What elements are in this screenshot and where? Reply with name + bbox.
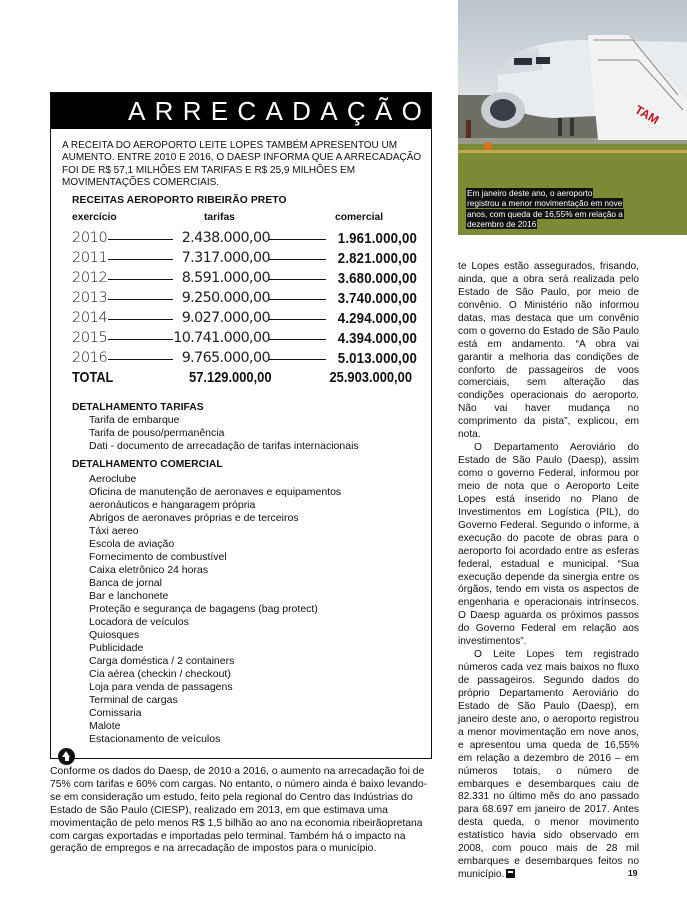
list-item: Oficina de manutenção de aeronaves e equipamentos	[89, 486, 342, 498]
leader-line	[269, 319, 326, 320]
list-item: Dati - documento de arrecadação de tarifas internacionais	[89, 440, 359, 452]
list-item: Escola de aviação	[89, 538, 175, 550]
list-item: Loja para venda de passagens	[89, 681, 233, 693]
leader-line	[269, 339, 326, 340]
list-item: Cia aérea (checkin / checkout)	[89, 668, 231, 680]
end-mark-icon	[506, 869, 515, 878]
row-year: 2013	[72, 290, 108, 306]
tam-logo: TAM	[632, 102, 662, 128]
article-paragraph	[458, 649, 639, 882]
article-paragraph-text: O Leite Lopes tem registrado números cada vez mais baixos no fluxo de passageiros. Segundo dados do próprio Departamento Aeroviário do Estado de São Paulo (Daesp), em janeiro deste ano, o aeroporto registrou a menor movimentação em nove anos, e apresentou uma queda de 16,55% em relação a dezembro de 2016 – em números totais, o número de embarques e desembarques caiu de 82.331 no último mês do ano passado para 68.697 em janeiro de 2017. Antes desta queda, o menor movimento estatístico havia sido observado em 2008, com pouco mais de 28 mil embarques e desembarques feitos no município.	[458, 649, 639, 881]
row-tarifas: 8.591.000,00	[181, 270, 270, 286]
box-title: ARRECADAÇÃO	[51, 93, 431, 129]
leader-line	[269, 239, 326, 240]
list-item: Táxi aereo	[89, 525, 139, 537]
row-tarifas: 9.027.000,00	[181, 310, 270, 326]
row-year: 2012	[72, 270, 108, 286]
leader-line	[108, 299, 173, 300]
row-comercial: 4.394.000,00	[337, 330, 417, 347]
row-comercial: 4.294.000,00	[337, 310, 417, 327]
article-paragraph: te Lopes estão assegurados, frisando, ainda, que a obra será realizada pelo Estado de São Paulo, por meio de convênio. O Ministério não informou datas, mas destaca que um convênio com o governo do Estado de São Paulo está em andamento. “A obra vai garantir a melhoria das condições de conforto de passageiros de voos comerciais, sem alteração das condições operacionais do aeroporto. Não vai haver mudança no comprimento da pista”, explicou, em nota.	[458, 261, 639, 441]
tarifas-list	[89, 414, 359, 453]
leader-line	[108, 319, 173, 320]
col-header-comercial: comercial	[335, 212, 384, 223]
table-row	[72, 230, 417, 250]
list-item: Aeroclube	[89, 473, 137, 485]
up-arrow-icon	[58, 748, 75, 765]
table-row	[72, 250, 417, 270]
revenue-box	[50, 92, 432, 759]
row-comercial: 1.961.000,00	[337, 230, 417, 247]
total-label: TOTAL	[72, 369, 114, 386]
comercial-heading: DETALHAMENTO COMERCIAL	[72, 459, 223, 470]
row-year: 2014	[72, 310, 108, 326]
article-paragraph: O Departamento Aeroviário do Estado de São Paulo (Daesp), assim como o governo Federal, informou por meio de nota que o Aeroporto Leite Lopes está inserido no Plano de Investimentos em Logística (PIL), do Governo Federal. Segundo o informe, a execução do pacote de obras para o aeroporto foi acordado entre as esferas federal, estadual e municipal. “Sua execução depende da sinergia entre os órgãos, tendo em vista os aspectos de engenharia e operacionais intrínsecos. O Daesp aguarda os próximos passos do Governo Federal em relação aos investimentos”.	[458, 442, 639, 648]
table-row	[72, 330, 417, 350]
list-item: Carga doméstica / 2 containers	[89, 655, 235, 667]
row-comercial: 3.740.000,00	[337, 290, 417, 307]
leader-line	[108, 359, 173, 360]
list-item: Tarifa de embarque	[89, 414, 180, 426]
total-tarifas: 57.129.000,00	[189, 369, 272, 386]
list-item: Publicidade	[89, 642, 144, 654]
list-item: Quiosques	[89, 629, 140, 641]
list-item: Caixa eletrônico 24 horas	[89, 564, 209, 576]
col-header-tarifas: tarifas	[204, 212, 235, 223]
list-item: Bar e lanchonete	[89, 590, 169, 602]
list-item: Fornecimento de combustível	[89, 551, 227, 563]
leader-line	[108, 259, 173, 260]
leader-line	[108, 339, 173, 340]
row-tarifas: 9.765.000,00	[181, 350, 270, 366]
total-comercial: 25.903.000,00	[329, 369, 412, 386]
table-row	[72, 290, 417, 310]
page-number: 19	[628, 868, 638, 878]
list-item: Estacionamento de veículos	[89, 733, 221, 745]
col-header-year: exercício	[72, 212, 117, 223]
article-column	[458, 261, 639, 882]
table-title: RECEITAS AEROPORTO RIBEIRÃO PRETO	[72, 195, 287, 206]
list-item: Terminal de cargas	[89, 694, 178, 706]
box-intro: A RECEITA DO AEROPORTO LEITE LOPES TAMBÉM APRESENTOU UM AUMENTO. ENTRE 2010 E 2016, O DAESP INFORMA QUE A ARRECADAÇÃO FOI DE R$ 57,1 MILHÕES EM TARIFAS E R$ 25,9 MILHÕES EM MOVIMENTAÇÕES COMERCIAIS.	[62, 140, 422, 188]
list-item: aeronáuticos e hangaragem própria	[89, 499, 256, 511]
row-tarifas: 10.741.000,00	[173, 330, 270, 346]
leader-line	[269, 279, 326, 280]
list-item: Tarifa de pouso/permanência	[89, 427, 225, 439]
row-year: 2016	[72, 350, 108, 366]
table-row	[72, 270, 417, 290]
table-row	[72, 350, 417, 370]
leader-line	[269, 259, 326, 260]
leader-line	[269, 359, 326, 360]
list-item: Malote	[89, 720, 121, 732]
row-tarifas: 2.438.000,00	[181, 230, 270, 246]
leader-line	[108, 239, 173, 240]
leader-line	[108, 279, 173, 280]
leader-line	[269, 299, 326, 300]
row-year: 2010	[72, 230, 108, 246]
row-comercial: 2.821.000,00	[337, 250, 417, 267]
bottom-paragraph: Conforme os dados do Daesp, de 2010 a 2016, o aumento na arrecadação foi de 75% com tarifas e 60% com cargas. No entanto, o número ainda é baixo levando-se em consideração um estudo, feito pela regional do Centro das Indústrias do Estado de São Paulo (CIESP), realizado em 2013, em que estimava uma movimentação de pelo menos R$ 1,5 bilhão ao ano na economia ribeirãopretana com cargas exportadas e importadas pelo terminal. Também há o impacto na geração de empregos e na arrecadação de impostos para o município.	[50, 766, 428, 855]
list-item: Banca de jornal	[89, 577, 162, 589]
table-row	[72, 310, 417, 330]
row-tarifas: 7.317.000,00	[181, 250, 270, 266]
row-comercial: 3.680.000,00	[337, 270, 417, 287]
row-comercial: 5.013.000,00	[337, 350, 417, 367]
tarifas-heading: DETALHAMENTO TARIFAS	[72, 402, 204, 413]
list-item: Proteção e segurança de bagagens (bag protect)	[89, 603, 318, 615]
row-year: 2011	[72, 250, 108, 266]
row-year: 2015	[72, 330, 108, 346]
photo-caption: Em janeiro deste ano, o aeroporto registrou a menor movimentação em nove anos, com queda de 16,55% em relação a dezembro de 2016	[467, 188, 623, 230]
row-tarifas: 9.250.000,00	[181, 290, 270, 306]
list-item: Comissaria	[89, 707, 142, 719]
list-item: Abrigos de aeronaves próprias e de terceiros	[89, 512, 299, 524]
list-item: Locadora de veículos	[89, 616, 189, 628]
comercial-list	[89, 473, 341, 746]
